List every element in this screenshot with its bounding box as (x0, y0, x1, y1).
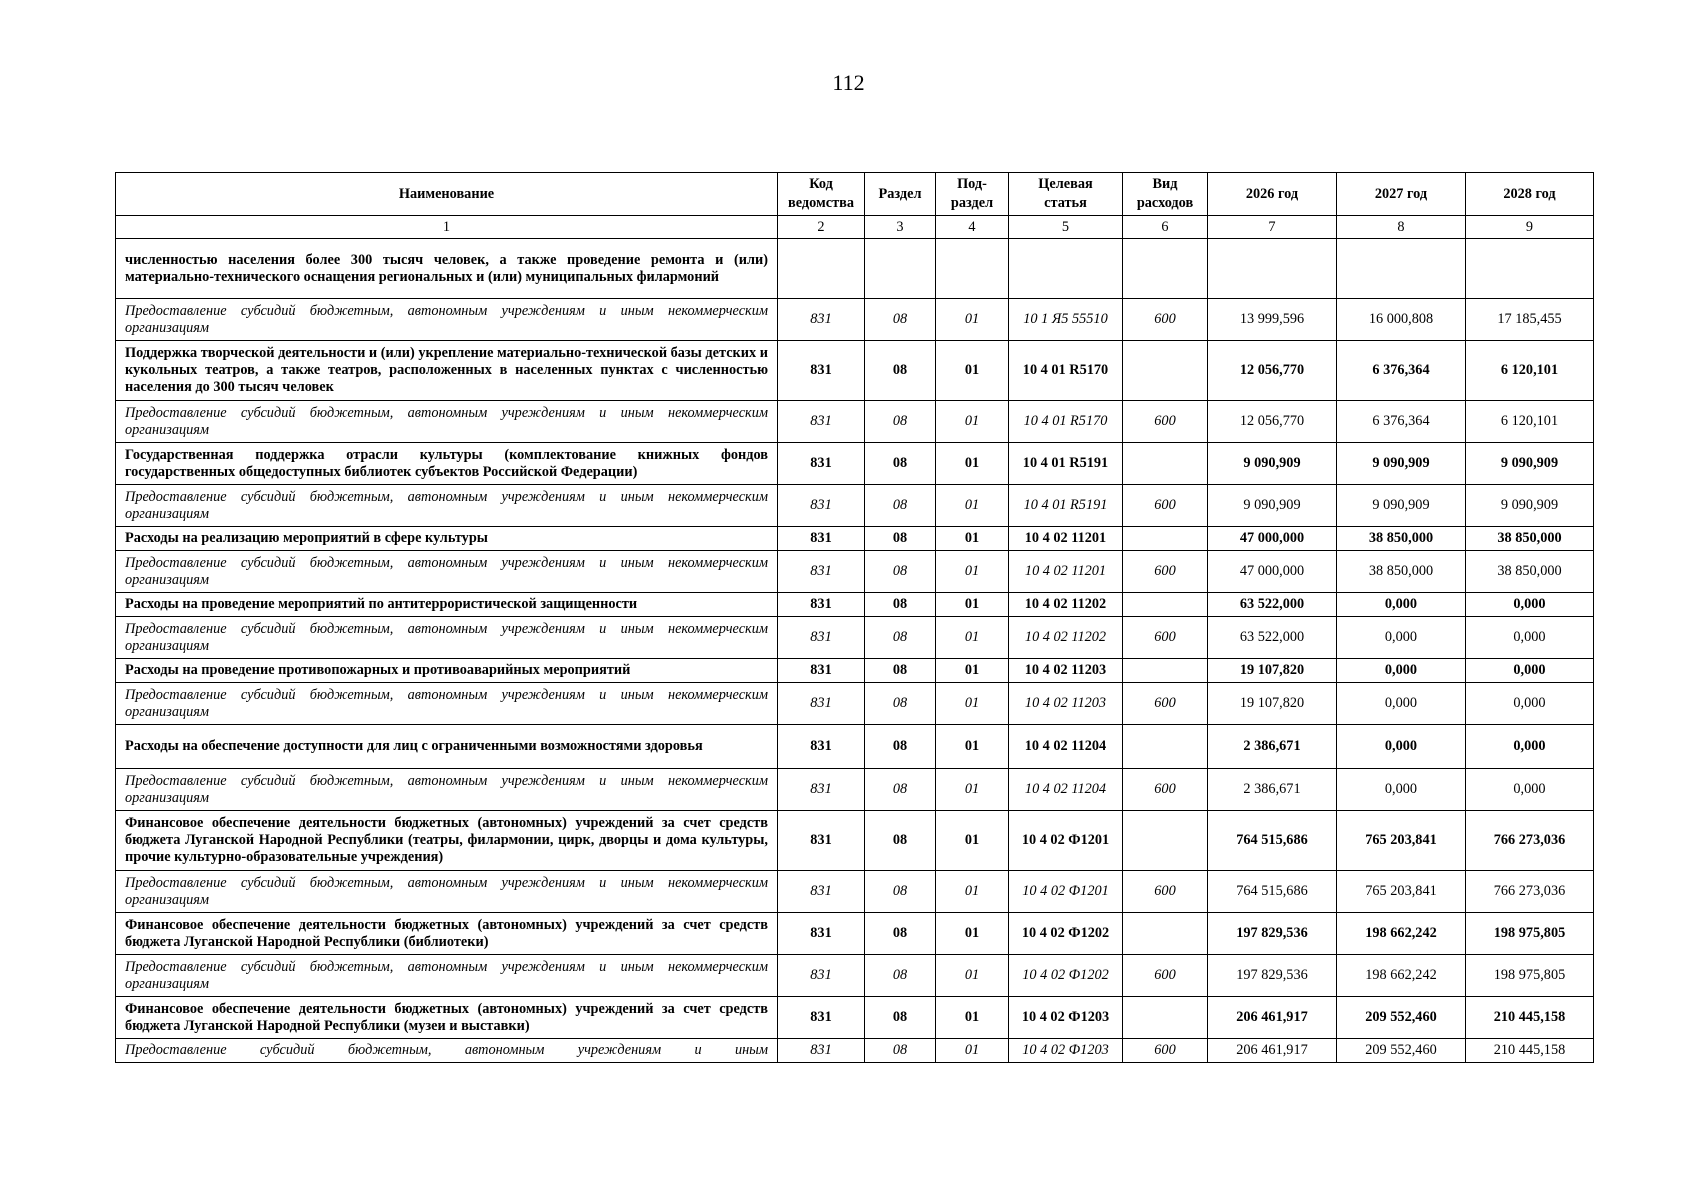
row-name: Предоставление субсидий бюджетным, автономным учреждениям и иным некоммерческим организациям (116, 871, 778, 913)
row-2028: 198 975,805 (1466, 955, 1594, 997)
header-target: Целевая статья (1009, 173, 1123, 216)
row-2027: 0,000 (1337, 725, 1466, 769)
row-2026: 47 000,000 (1208, 551, 1337, 593)
header-2026: 2026 год (1208, 173, 1337, 216)
row-2027: 9 090,909 (1337, 485, 1466, 527)
row-name: Предоставление субсидий бюджетным, автономным учреждениям и иным некоммерческим организациям (116, 683, 778, 725)
column-number: 3 (865, 216, 936, 239)
row-2027: 765 203,841 (1337, 871, 1466, 913)
row-section: 08 (865, 401, 936, 443)
row-2028: 6 120,101 (1466, 401, 1594, 443)
row-target: 10 4 02 Ф1201 (1009, 811, 1123, 871)
table-row (116, 769, 1594, 811)
row-2026: 12 056,770 (1208, 401, 1337, 443)
row-name: Предоставление субсидий бюджетным, автономным учреждениям и иным некоммерческим организациям (116, 769, 778, 811)
row-section: 08 (865, 997, 936, 1039)
row-2028 (1466, 239, 1594, 299)
budget-table (115, 172, 1594, 1063)
row-2027: 16 000,808 (1337, 299, 1466, 341)
row-target: 10 4 02 11202 (1009, 593, 1123, 617)
row-subsection: 01 (936, 341, 1009, 401)
row-subsection: 01 (936, 485, 1009, 527)
row-2026: 12 056,770 (1208, 341, 1337, 401)
column-number: 6 (1123, 216, 1208, 239)
row-subsection: 01 (936, 443, 1009, 485)
row-exp-type (1123, 443, 1208, 485)
table-row (116, 913, 1594, 955)
row-code: 831 (778, 811, 865, 871)
row-2026: 206 461,917 (1208, 997, 1337, 1039)
row-subsection: 01 (936, 659, 1009, 683)
row-exp-type: 600 (1123, 955, 1208, 997)
row-target: 10 4 02 Ф1202 (1009, 955, 1123, 997)
row-name: Финансовое обеспечение деятельности бюджетных (автономных) учреждений за счет средств бюджета Луганской Народной Республики (музеи и выставки) (116, 997, 778, 1039)
table-row (116, 683, 1594, 725)
row-2028: 0,000 (1466, 725, 1594, 769)
row-exp-type: 600 (1123, 401, 1208, 443)
row-subsection: 01 (936, 811, 1009, 871)
row-name: Предоставление субсидий бюджетным, автономным учреждениям и иным некоммерческим организациям (116, 617, 778, 659)
row-section: 08 (865, 769, 936, 811)
column-number-row (116, 216, 1594, 239)
row-section: 08 (865, 871, 936, 913)
row-2026: 19 107,820 (1208, 659, 1337, 683)
row-target: 10 4 02 11203 (1009, 683, 1123, 725)
row-2026: 197 829,536 (1208, 913, 1337, 955)
row-2028: 0,000 (1466, 593, 1594, 617)
row-section: 08 (865, 725, 936, 769)
row-subsection: 01 (936, 997, 1009, 1039)
row-code: 831 (778, 527, 865, 551)
row-2027: 0,000 (1337, 683, 1466, 725)
row-2027: 198 662,242 (1337, 913, 1466, 955)
row-subsection: 01 (936, 593, 1009, 617)
row-2027: 198 662,242 (1337, 955, 1466, 997)
row-name: Финансовое обеспечение деятельности бюджетных (автономных) учреждений за счет средств бюджета Луганской Народной Республики (театры, филармонии, цирк, дворцы и дома культуры, прочие культурно-образовательные учреждения) (116, 811, 778, 871)
table-row (116, 871, 1594, 913)
row-code: 831 (778, 725, 865, 769)
row-code: 831 (778, 593, 865, 617)
row-code: 831 (778, 913, 865, 955)
column-number: 4 (936, 216, 1009, 239)
row-target: 10 4 01 R5170 (1009, 401, 1123, 443)
row-2027: 9 090,909 (1337, 443, 1466, 485)
row-2026: 764 515,686 (1208, 811, 1337, 871)
row-target: 10 4 01 R5191 (1009, 443, 1123, 485)
row-section: 08 (865, 551, 936, 593)
row-2028: 210 445,158 (1466, 1039, 1594, 1063)
row-2026: 197 829,536 (1208, 955, 1337, 997)
row-section: 08 (865, 443, 936, 485)
row-target: 10 4 02 11201 (1009, 551, 1123, 593)
row-section: 08 (865, 659, 936, 683)
row-subsection: 01 (936, 725, 1009, 769)
row-2026: 47 000,000 (1208, 527, 1337, 551)
row-name: Расходы на обеспечение доступности для лиц с ограниченными возможностями здоровья (116, 725, 778, 769)
row-name: Расходы на проведение противопожарных и противоаварийных мероприятий (116, 659, 778, 683)
header-exp-type: Вид расходов (1123, 173, 1208, 216)
row-2028: 38 850,000 (1466, 527, 1594, 551)
row-2027: 6 376,364 (1337, 401, 1466, 443)
row-subsection: 01 (936, 955, 1009, 997)
row-exp-type: 600 (1123, 617, 1208, 659)
row-section (865, 239, 936, 299)
row-2026: 206 461,917 (1208, 1039, 1337, 1063)
row-2027 (1337, 239, 1466, 299)
row-target: 10 4 01 R5191 (1009, 485, 1123, 527)
row-code: 831 (778, 551, 865, 593)
row-code: 831 (778, 955, 865, 997)
row-section: 08 (865, 341, 936, 401)
column-number: 7 (1208, 216, 1337, 239)
row-2028: 766 273,036 (1466, 871, 1594, 913)
row-subsection: 01 (936, 299, 1009, 341)
row-code: 831 (778, 683, 865, 725)
table-row (116, 659, 1594, 683)
table-row (116, 299, 1594, 341)
row-section: 08 (865, 593, 936, 617)
table-row (116, 997, 1594, 1039)
table-row (116, 811, 1594, 871)
row-2027: 38 850,000 (1337, 551, 1466, 593)
row-code: 831 (778, 443, 865, 485)
row-subsection: 01 (936, 683, 1009, 725)
row-subsection: 01 (936, 871, 1009, 913)
row-2028: 766 273,036 (1466, 811, 1594, 871)
row-subsection: 01 (936, 1039, 1009, 1063)
row-2028: 198 975,805 (1466, 913, 1594, 955)
table-row (116, 341, 1594, 401)
table-row (116, 617, 1594, 659)
row-exp-type (1123, 913, 1208, 955)
column-number: 5 (1009, 216, 1123, 239)
row-2028: 6 120,101 (1466, 341, 1594, 401)
row-exp-type: 600 (1123, 1039, 1208, 1063)
row-2027: 765 203,841 (1337, 811, 1466, 871)
row-2027: 0,000 (1337, 769, 1466, 811)
table-row (116, 551, 1594, 593)
row-2028: 9 090,909 (1466, 485, 1594, 527)
row-name: Предоставление субсидий бюджетным, автономным учреждениям и иным некоммерческим организациям (116, 955, 778, 997)
table-row (116, 527, 1594, 551)
row-name: Предоставление субсидий бюджетным, автономным учреждениям и иным некоммерческим организациям (116, 299, 778, 341)
header-section: Раздел (865, 173, 936, 216)
row-section: 08 (865, 617, 936, 659)
row-target (1009, 239, 1123, 299)
page-number: 112 (832, 70, 865, 95)
row-section: 08 (865, 527, 936, 551)
row-name: Предоставление субсидий бюджетным, автономным учреждениям и иным некоммерческим организациям (116, 485, 778, 527)
row-subsection: 01 (936, 401, 1009, 443)
row-2028: 0,000 (1466, 659, 1594, 683)
row-subsection: 01 (936, 769, 1009, 811)
row-name: Расходы на проведение мероприятий по антитеррористической защищенности (116, 593, 778, 617)
row-name: Расходы на реализацию мероприятий в сфере культуры (116, 527, 778, 551)
row-section: 08 (865, 913, 936, 955)
row-code: 831 (778, 659, 865, 683)
table-row (116, 955, 1594, 997)
row-target: 10 4 01 R5170 (1009, 341, 1123, 401)
row-exp-type: 600 (1123, 769, 1208, 811)
row-exp-type: 600 (1123, 871, 1208, 913)
row-code: 831 (778, 299, 865, 341)
header-2027: 2027 год (1337, 173, 1466, 216)
row-code: 831 (778, 769, 865, 811)
row-subsection: 01 (936, 527, 1009, 551)
table-row (116, 443, 1594, 485)
row-2026 (1208, 239, 1337, 299)
row-name: Предоставление субсидий бюджетным, автономным учреждениям и иным некоммерческим организациям (116, 551, 778, 593)
row-target: 10 4 02 11204 (1009, 725, 1123, 769)
row-2028: 0,000 (1466, 683, 1594, 725)
row-2027: 209 552,460 (1337, 997, 1466, 1039)
row-code: 831 (778, 401, 865, 443)
row-2027: 0,000 (1337, 659, 1466, 683)
row-2027: 209 552,460 (1337, 1039, 1466, 1063)
row-section: 08 (865, 811, 936, 871)
row-2028: 0,000 (1466, 617, 1594, 659)
header-code: Код ведомства (778, 173, 865, 216)
row-section: 08 (865, 485, 936, 527)
row-2028: 0,000 (1466, 769, 1594, 811)
row-exp-type: 600 (1123, 299, 1208, 341)
row-exp-type (1123, 811, 1208, 871)
row-target: 10 4 02 11202 (1009, 617, 1123, 659)
column-number: 2 (778, 216, 865, 239)
row-name: Предоставление субсидий бюджетным, автономным учреждениям и иным некоммерческим организациям (116, 401, 778, 443)
row-2026: 764 515,686 (1208, 871, 1337, 913)
table-row (116, 401, 1594, 443)
row-exp-type (1123, 659, 1208, 683)
row-name: Государственная поддержка отрасли культуры (комплектование книжных фондов государственных общедоступных библиотек субъектов Российской Федерации) (116, 443, 778, 485)
row-code: 831 (778, 341, 865, 401)
row-exp-type (1123, 527, 1208, 551)
row-2027: 0,000 (1337, 617, 1466, 659)
row-2026: 63 522,000 (1208, 617, 1337, 659)
table-row (116, 485, 1594, 527)
row-subsection (936, 239, 1009, 299)
header-row (116, 173, 1594, 216)
row-target: 10 4 02 Ф1203 (1009, 1039, 1123, 1063)
row-2028: 9 090,909 (1466, 443, 1594, 485)
row-name: Финансовое обеспечение деятельности бюджетных (автономных) учреждений за счет средств бюджета Луганской Народной Республики (библиотеки) (116, 913, 778, 955)
row-code: 831 (778, 617, 865, 659)
row-exp-type: 600 (1123, 485, 1208, 527)
row-target: 10 4 02 11201 (1009, 527, 1123, 551)
column-number: 8 (1337, 216, 1466, 239)
row-2026: 2 386,671 (1208, 769, 1337, 811)
row-code: 831 (778, 1039, 865, 1063)
row-code: 831 (778, 871, 865, 913)
row-exp-type (1123, 725, 1208, 769)
row-2026: 63 522,000 (1208, 593, 1337, 617)
row-section: 08 (865, 683, 936, 725)
row-2026: 13 999,596 (1208, 299, 1337, 341)
row-2027: 0,000 (1337, 593, 1466, 617)
table-row (116, 593, 1594, 617)
row-exp-type: 600 (1123, 683, 1208, 725)
table-row (116, 725, 1594, 769)
table-row (116, 239, 1594, 299)
row-exp-type (1123, 239, 1208, 299)
row-target: 10 1 Я5 55510 (1009, 299, 1123, 341)
row-2026: 19 107,820 (1208, 683, 1337, 725)
row-target: 10 4 02 Ф1202 (1009, 913, 1123, 955)
row-name: Предоставление субсидий бюджетным, автономным учреждениям и иным (116, 1039, 778, 1063)
row-code: 831 (778, 997, 865, 1039)
column-number: 1 (116, 216, 778, 239)
header-name: Наименование (116, 173, 778, 216)
row-name: Поддержка творческой деятельности и (или) укрепление материально-технической базы детских и кукольных театров, а также театров, расположенных в населенных пунктах с численностью населения до 300 тысяч человек (116, 341, 778, 401)
row-subsection: 01 (936, 617, 1009, 659)
row-name: численностью населения более 300 тысяч человек, а также проведение ремонта и (или) материально-технического оснащения региональных и (или) муниципальных филармоний (116, 239, 778, 299)
row-target: 10 4 02 11204 (1009, 769, 1123, 811)
row-section: 08 (865, 955, 936, 997)
row-section: 08 (865, 299, 936, 341)
row-target: 10 4 02 Ф1201 (1009, 871, 1123, 913)
row-2026: 2 386,671 (1208, 725, 1337, 769)
header-subsection: Под-раздел (936, 173, 1009, 216)
row-target: 10 4 02 Ф1203 (1009, 997, 1123, 1039)
row-2028: 210 445,158 (1466, 997, 1594, 1039)
row-exp-type (1123, 997, 1208, 1039)
row-2028: 17 185,455 (1466, 299, 1594, 341)
row-2027: 38 850,000 (1337, 527, 1466, 551)
row-target: 10 4 02 11203 (1009, 659, 1123, 683)
column-number: 9 (1466, 216, 1594, 239)
row-2028: 38 850,000 (1466, 551, 1594, 593)
row-subsection: 01 (936, 913, 1009, 955)
row-exp-type: 600 (1123, 551, 1208, 593)
row-2026: 9 090,909 (1208, 443, 1337, 485)
row-2026: 9 090,909 (1208, 485, 1337, 527)
row-code: 831 (778, 485, 865, 527)
table-row (116, 1039, 1594, 1063)
row-subsection: 01 (936, 551, 1009, 593)
row-exp-type (1123, 593, 1208, 617)
header-2028: 2028 год (1466, 173, 1594, 216)
row-2027: 6 376,364 (1337, 341, 1466, 401)
row-section: 08 (865, 1039, 936, 1063)
row-exp-type (1123, 341, 1208, 401)
row-code (778, 239, 865, 299)
